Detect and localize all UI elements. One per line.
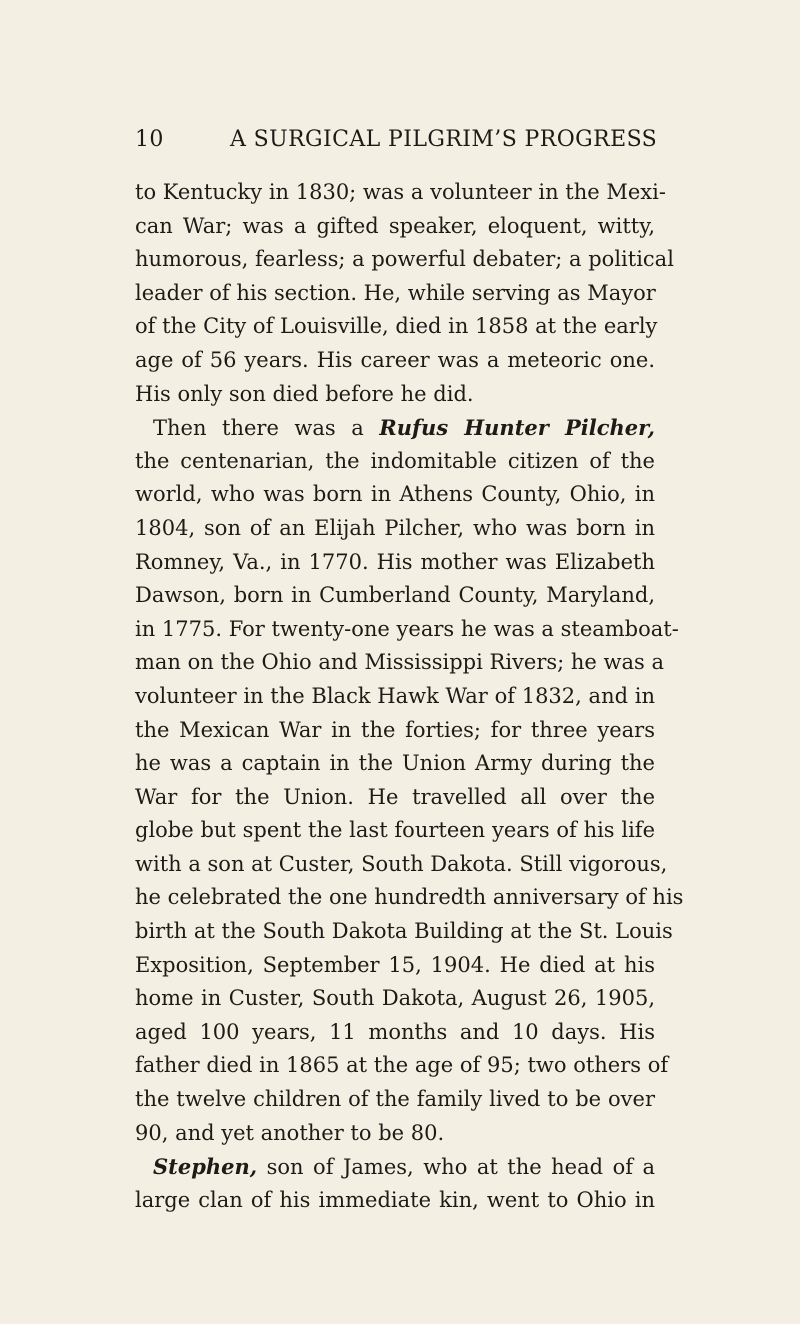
text-line: Dawson, born in Cumberland County, Maryland, xyxy=(135,583,655,608)
text-line: large clan of his immediate kin, went to Ohio in xyxy=(135,1187,655,1212)
text-line: Exposition, September 15, 1904. He died at his xyxy=(135,952,655,977)
text-line: of the City of Louisville, died in 1858 at the early xyxy=(135,314,658,339)
body-text xyxy=(135,176,684,1217)
text-line: War for the Union. He travelled all over the xyxy=(135,784,655,809)
text-line xyxy=(135,411,655,445)
text-line: 1804, son of an Elijah Pilcher, who was born in xyxy=(135,515,655,540)
text-line: man on the Ohio and Mississippi Rivers; he was a xyxy=(135,650,664,675)
text-line: he celebrated the one hundredth anniversary of his xyxy=(135,885,684,910)
text-fragment: son of James, who at the head of a xyxy=(266,1155,655,1180)
text-line: the Mexican War in the forties; for three years xyxy=(135,717,655,742)
italic-name-stephen: Stephen, xyxy=(153,1154,258,1180)
page-number: 10 xyxy=(135,127,164,152)
text-line: world, who was born in Athens County, Ohio, in xyxy=(135,482,655,507)
running-head xyxy=(135,127,658,163)
text-line: in 1775. For twenty-one years he was a steamboat- xyxy=(135,616,679,641)
text-line: birth at the South Dakota Building at the St. Louis xyxy=(135,919,673,944)
running-head-title: A SURGICAL PILGRIM’S PROGRESS xyxy=(230,127,658,152)
text-line xyxy=(135,1150,655,1184)
italic-name-rufus: Rufus Hunter Pilcher, xyxy=(379,415,655,441)
text-line: can War; was a gifted speaker, eloquent, witty, xyxy=(135,213,655,238)
text-line: he was a captain in the Union Army during the xyxy=(135,751,655,776)
text-line: globe but spent the last fourteen years of his life xyxy=(135,818,655,843)
text-line: volunteer in the Black Hawk War of 1832, and in xyxy=(135,683,655,708)
text-line: His only son died before he did. xyxy=(135,381,474,406)
text-line: to Kentucky in 1830; was a volunteer in the Mexi- xyxy=(135,180,666,204)
text-line: home in Custer, South Dakota, August 26, 1905, xyxy=(135,986,655,1011)
text-line: leader of his section. He, while serving as Mayor xyxy=(135,280,656,305)
text-line: Romney, Va., in 1770. His mother was Elizabeth xyxy=(135,549,655,574)
text-line: age of 56 years. His career was a meteoric one. xyxy=(135,347,655,372)
text-line: the twelve children of the family lived to be over xyxy=(135,1087,655,1112)
text-line: humorous, fearless; a powerful debater; a political xyxy=(135,247,674,272)
text-fragment: Then there was a xyxy=(153,416,364,441)
text-line: father died in 1865 at the age of 95; two others of xyxy=(135,1053,669,1078)
text-line: with a son at Custer, South Dakota. Still vigorous, xyxy=(135,851,668,876)
text-line: aged 100 years, 11 months and 10 days. His xyxy=(135,1019,655,1044)
text-line: 90, and yet another to be 80. xyxy=(135,1120,445,1145)
text-line: the centenarian, the indomitable citizen of the xyxy=(135,448,655,473)
